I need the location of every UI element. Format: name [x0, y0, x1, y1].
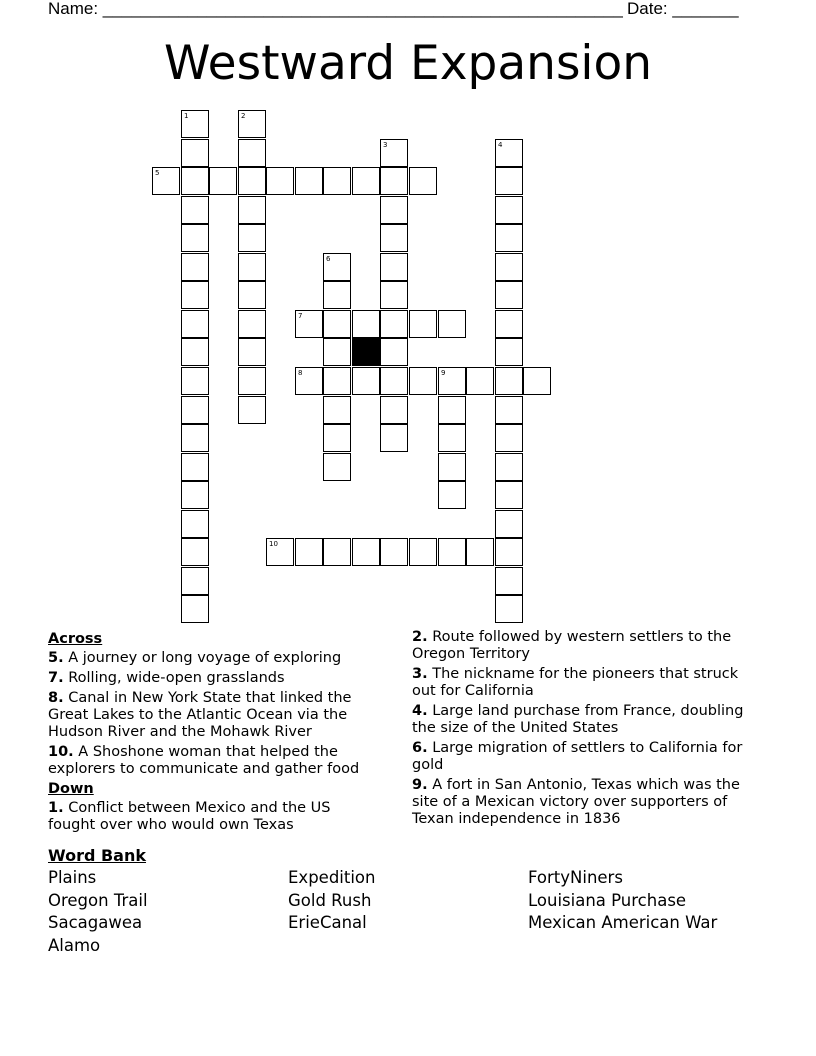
crossword-cell[interactable] [409, 367, 437, 395]
crossword-cell[interactable] [181, 367, 209, 395]
crossword-cell[interactable] [181, 224, 209, 252]
crossword-cell[interactable] [495, 167, 523, 195]
clue-number-label: 2 [241, 112, 246, 120]
crossword-cell[interactable] [380, 281, 408, 309]
crossword-cell[interactable] [495, 453, 523, 481]
clue-across-8 [48, 690, 378, 741]
crossword-cell[interactable] [380, 224, 408, 252]
crossword-cell[interactable] [466, 367, 494, 395]
crossword-cell[interactable] [295, 367, 323, 395]
crossword-cell[interactable] [323, 424, 351, 452]
word-bank-title: Word Bank [48, 846, 147, 865]
clue-number: 4. [412, 703, 428, 719]
crossword-cell[interactable] [495, 424, 523, 452]
crossword-cell[interactable] [438, 367, 466, 395]
clue-number: 9. [412, 777, 428, 793]
clue-number: 6. [412, 740, 428, 756]
crossword-cell[interactable] [323, 167, 351, 195]
crossword-cell[interactable] [495, 367, 523, 395]
crossword-cell[interactable] [380, 253, 408, 281]
crossword-cell[interactable] [352, 167, 380, 195]
crossword-cell[interactable] [380, 396, 408, 424]
crossword-cell[interactable] [323, 338, 351, 366]
crossword-cell[interactable] [295, 310, 323, 338]
crossword-cell[interactable] [238, 224, 266, 252]
clue-number-label: 5 [155, 169, 160, 177]
crossword-cell[interactable] [181, 167, 209, 195]
crossword-cell[interactable] [238, 281, 266, 309]
clue-number: 8. [48, 690, 64, 706]
crossword-cell[interactable] [181, 310, 209, 338]
crossword-cell[interactable] [409, 167, 437, 195]
crossword-cell[interactable] [495, 196, 523, 224]
clue-down-9 [412, 777, 762, 828]
crossword-cell[interactable] [495, 595, 523, 623]
crossword-cell[interactable] [323, 367, 351, 395]
crossword-cell[interactable] [523, 367, 551, 395]
clue-text: Large land purchase from France, doubling the size of the United States [412, 703, 744, 736]
clue-down-4 [412, 703, 762, 737]
crossword-cell[interactable] [380, 310, 408, 338]
clue-number: 10. [48, 744, 74, 760]
clue-down-2 [412, 629, 762, 663]
crossword-cell[interactable] [181, 281, 209, 309]
crossword-cell[interactable] [238, 396, 266, 424]
clue-down-1 [48, 800, 378, 834]
crossword-cell[interactable] [238, 110, 266, 138]
crossword-cell[interactable] [409, 310, 437, 338]
crossword-cell[interactable] [181, 396, 209, 424]
clue-number-label: 1 [184, 112, 189, 120]
clue-across-7 [48, 670, 378, 687]
crossword-cell[interactable] [495, 281, 523, 309]
clue-number: 3. [412, 666, 428, 682]
clue-number-label: 9 [441, 369, 446, 377]
crossword-cell[interactable] [495, 139, 523, 167]
crossword-cell[interactable] [266, 538, 294, 566]
crossword-cell[interactable] [323, 453, 351, 481]
crossword-cell[interactable] [238, 139, 266, 167]
word-bank-item: Mexican American War [528, 913, 718, 933]
word-bank-item: Expedition [288, 868, 376, 887]
clue-text: Conflict between Mexico and the US fought over who would own Texas [48, 800, 331, 833]
crossword-black-cell [352, 338, 380, 366]
crossword-cell[interactable] [495, 224, 523, 252]
date-line: Date: _______ [627, 0, 739, 18]
clue-number: 2. [412, 629, 428, 645]
crossword-cell[interactable] [181, 595, 209, 623]
clue-text: A journey or long voyage of exploring [68, 650, 342, 666]
clue-number: 5. [48, 650, 64, 666]
clue-number-label: 8 [298, 369, 303, 377]
crossword-cell[interactable] [323, 538, 351, 566]
word-bank-column [48, 867, 148, 957]
crossword-cell[interactable] [181, 481, 209, 509]
crossword-cell[interactable] [181, 567, 209, 595]
crossword-cell[interactable] [238, 310, 266, 338]
crossword-cell[interactable] [181, 110, 209, 138]
crossword-cell[interactable] [181, 510, 209, 538]
crossword-cell[interactable] [323, 396, 351, 424]
crossword-cell[interactable] [380, 139, 408, 167]
word-bank-item: FortyNiners [528, 868, 623, 887]
word-bank-column [288, 867, 375, 935]
clue-down-6 [412, 740, 762, 774]
clue-text: A fort in San Antonio, Texas which was the site of a Mexican victory over supporters of Texan independence in 1836 [412, 777, 740, 827]
clue-number-label: 7 [298, 312, 303, 320]
clues-column-left [48, 629, 378, 837]
crossword-cell[interactable] [181, 538, 209, 566]
name-line: Name: _______________________________________________________ [48, 0, 623, 18]
crossword-cell[interactable] [295, 538, 323, 566]
crossword-cell[interactable] [181, 196, 209, 224]
crossword-cell[interactable] [438, 310, 466, 338]
crossword-cell[interactable] [380, 196, 408, 224]
clues-column-right [412, 629, 762, 831]
clue-across-5 [48, 650, 378, 667]
crossword-cell[interactable] [238, 367, 266, 395]
crossword-cell[interactable] [181, 424, 209, 452]
crossword-cell[interactable] [238, 338, 266, 366]
clue-number: 1. [48, 800, 64, 816]
crossword-cell[interactable] [238, 253, 266, 281]
clue-number-label: 4 [498, 141, 503, 149]
crossword-cell[interactable] [352, 538, 380, 566]
clue-text: A Shoshone woman that helped the explorers to communicate and gather food [48, 744, 360, 777]
crossword-cell[interactable] [323, 253, 351, 281]
crossword-cell[interactable] [238, 167, 266, 195]
clue-text: Large migration of settlers to California for gold [412, 740, 743, 773]
crossword-cell[interactable] [438, 396, 466, 424]
crossword-cell[interactable] [495, 396, 523, 424]
clue-text: The nickname for the pioneers that struck out for California [412, 666, 739, 699]
clue-down-3 [412, 666, 762, 700]
clue-across-10 [48, 744, 378, 778]
crossword-cell[interactable] [352, 367, 380, 395]
clue-text: Canal in New York State that linked the Great Lakes to the Atlantic Ocean via the Hudson River and the Mohawk River [48, 690, 352, 740]
crossword-cell[interactable] [380, 538, 408, 566]
crossword-cell[interactable] [495, 253, 523, 281]
crossword-cell[interactable] [409, 538, 437, 566]
crossword-cell[interactable] [266, 167, 294, 195]
word-bank-item: Sacagawea [48, 913, 143, 933]
clue-text: Route followed by western settlers to the Oregon Territory [412, 629, 732, 662]
crossword-cell[interactable] [495, 481, 523, 509]
crossword-cell[interactable] [295, 167, 323, 195]
crossword-cell[interactable] [495, 338, 523, 366]
down-heading: Down [48, 781, 94, 797]
crossword-cell[interactable] [380, 424, 408, 452]
page-title: Westward Expansion [163, 36, 653, 91]
crossword-cell[interactable] [495, 538, 523, 566]
clue-text: Rolling, wide-open grasslands [68, 670, 285, 686]
crossword-cell[interactable] [495, 567, 523, 595]
word-bank-item: Gold Rush [288, 890, 372, 910]
word-bank-item: Louisiana Purchase [528, 890, 687, 910]
crossword-cell[interactable] [380, 367, 408, 395]
crossword-cell[interactable] [438, 481, 466, 509]
clue-number-label: 6 [326, 255, 331, 263]
word-bank-item: Plains [48, 868, 97, 887]
word-bank-item: ErieCanal [288, 913, 367, 933]
crossword-cell[interactable] [352, 310, 380, 338]
crossword-cell[interactable] [209, 167, 237, 195]
crossword-cell[interactable] [380, 338, 408, 366]
clue-number-label: 10 [269, 540, 278, 548]
word-bank-item: Oregon Trail [48, 890, 148, 910]
crossword-cell[interactable] [181, 338, 209, 366]
crossword-cell[interactable] [438, 453, 466, 481]
crossword-cell[interactable] [495, 510, 523, 538]
crossword-cell[interactable] [438, 538, 466, 566]
crossword-cell[interactable] [238, 196, 266, 224]
clue-number-label: 3 [383, 141, 388, 149]
crossword-cell[interactable] [181, 139, 209, 167]
across-heading: Across [48, 631, 103, 647]
crossword-cell[interactable] [380, 167, 408, 195]
crossword-cell[interactable] [323, 310, 351, 338]
crossword-cell[interactable] [181, 453, 209, 481]
crossword-cell[interactable] [181, 253, 209, 281]
word-bank-column [528, 867, 717, 935]
crossword-cell[interactable] [438, 424, 466, 452]
word-bank-item: Alamo [48, 935, 101, 955]
crossword-cell[interactable] [495, 310, 523, 338]
crossword-cell[interactable] [152, 167, 180, 195]
clue-number: 7. [48, 670, 64, 686]
crossword-cell[interactable] [323, 281, 351, 309]
crossword-cell[interactable] [466, 538, 494, 566]
